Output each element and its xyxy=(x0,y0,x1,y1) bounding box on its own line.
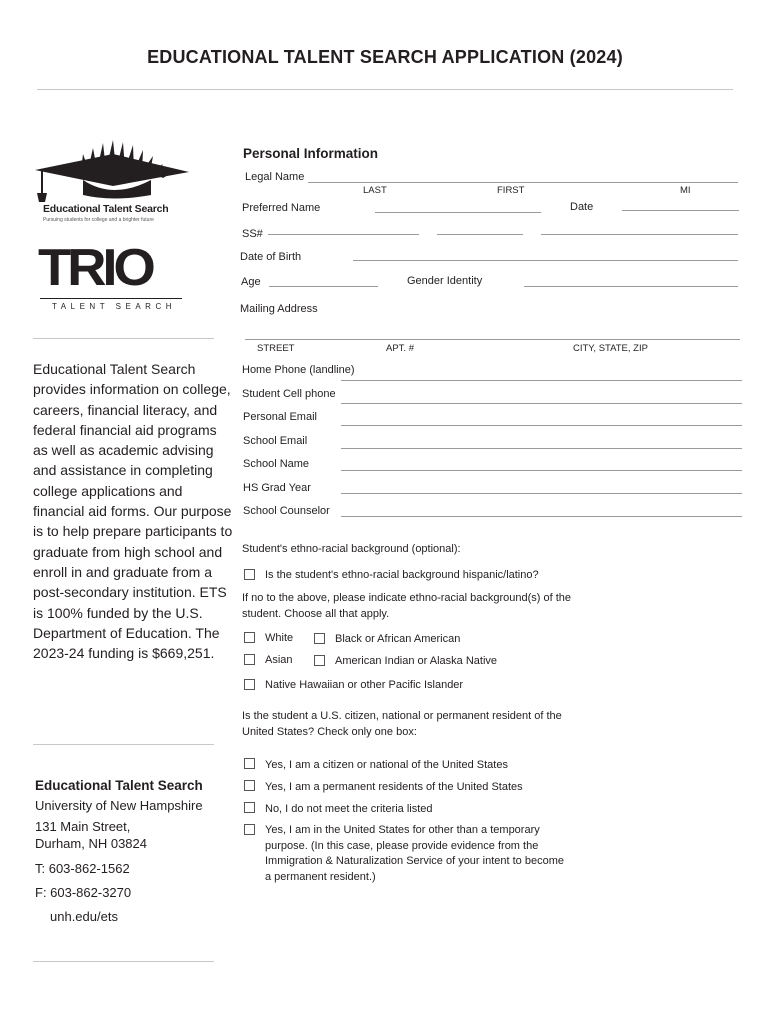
citizen-option-4-checkbox[interactable] xyxy=(244,824,255,835)
ets-logo-tagline: Pursuing students for college and a brighter future xyxy=(43,217,154,223)
trio-logo: TRIO xyxy=(38,239,152,297)
page-title: EDUCATIONAL TALENT SEARCH APPLICATION (2024) xyxy=(147,47,623,67)
grad-year-field[interactable] xyxy=(341,493,742,494)
dob-field[interactable] xyxy=(353,260,738,261)
contact-website: unh.edu/ets xyxy=(50,909,118,924)
ets-logo-name: Educational Talent Search xyxy=(43,203,169,215)
ssn-field-1[interactable] xyxy=(268,234,419,235)
personal-email-label: Personal Email xyxy=(243,411,317,423)
age-label: Age xyxy=(241,276,261,288)
sidebar-divider-3 xyxy=(33,961,214,962)
home-phone-label: Home Phone (landline) xyxy=(242,364,355,376)
hispanic-label: Is the student's ethno-racial background hispanic/latino? xyxy=(265,569,539,581)
citizen-option-3-label: No, I do not meet the criteria listed xyxy=(265,803,433,815)
trio-underline xyxy=(40,298,182,299)
asian-checkbox[interactable] xyxy=(244,654,255,665)
hispanic-checkbox[interactable] xyxy=(244,569,255,580)
citizen-option-2-checkbox[interactable] xyxy=(244,780,255,791)
if-no-instructions: If no to the above, please indicate ethno-racial background(s) of the student. Choose all that apply. xyxy=(242,592,571,620)
white-label: White xyxy=(265,632,294,644)
school-name-label: School Name xyxy=(243,458,310,470)
citizen-option-2-label: Yes, I am a permanent residents of the United States xyxy=(265,781,523,793)
pacific-islander-label: Native Hawaiian or other Pacific Islander xyxy=(265,679,464,691)
school-name-field[interactable] xyxy=(341,470,742,471)
ets-logo xyxy=(33,140,193,230)
sidebar-divider-2 xyxy=(33,744,214,745)
citizen-option-3-checkbox[interactable] xyxy=(244,802,255,813)
cell-phone-label: Student Cell phone xyxy=(242,388,336,400)
graduation-cap-icon xyxy=(33,140,193,205)
contact-phone: T: 603-862-1562 xyxy=(35,861,130,876)
contact-address-1: 131 Main Street, xyxy=(35,819,131,834)
black-checkbox[interactable] xyxy=(314,633,325,644)
age-field[interactable] xyxy=(269,286,378,287)
mailing-address-label: Mailing Address xyxy=(240,303,318,315)
ssn-field-3[interactable] xyxy=(541,234,738,235)
cell-phone-field[interactable] xyxy=(341,403,742,404)
apt-sublabel: APT. # xyxy=(386,343,414,354)
citizen-question: Is the student a U.S. citizen, national or permanent resident of the United States? Check only one box: xyxy=(242,710,562,738)
preferred-name-field[interactable] xyxy=(375,212,541,213)
counselor-field[interactable] xyxy=(341,516,742,517)
counselor-label: School Counselor xyxy=(243,505,330,517)
pacific-islander-checkbox[interactable] xyxy=(244,679,255,690)
personal-email-field[interactable] xyxy=(341,425,742,426)
asian-label: Asian xyxy=(265,654,293,666)
sidebar-divider-1 xyxy=(33,338,214,339)
ethnic-heading: Student's ethno-racial background (optional): xyxy=(242,543,461,555)
mi-sublabel: MI xyxy=(680,185,691,196)
gender-field[interactable] xyxy=(524,286,738,287)
native-american-label: American Indian or Alaska Native xyxy=(335,655,498,667)
date-label: Date xyxy=(570,201,594,213)
school-email-field[interactable] xyxy=(341,448,742,449)
citizen-option-4-label: Yes, I am in the United States for other than a temporary purpose. (In this case, please provide evidence from the Immigration & Naturalization Service of your intent to become a permanent resident.) xyxy=(265,824,564,883)
contact-university: University of New Hampshire xyxy=(35,798,203,813)
ssn-field-2[interactable] xyxy=(437,234,523,235)
legal-name-field[interactable] xyxy=(308,182,738,183)
first-name-sublabel: FIRST xyxy=(497,185,525,196)
dob-label: Date of Birth xyxy=(240,251,302,263)
gender-label: Gender Identity xyxy=(407,275,483,287)
ets-description: Educational Talent Search provides information on college, careers, financial literacy, and federal financial aid programs as well as academic advising and assistance in completing college applications and financial aid forms. Our purpose is to help prepare participants to graduate from high school and enroll in and graduate from a post-secondary institution. ETS is 100% funded by the U.S. Department of Education. The 2023-24 funding is $669,251. xyxy=(33,361,233,662)
contact-fax: F: 603-862-3270 xyxy=(35,885,132,900)
ssn-label: SS# xyxy=(242,228,263,240)
school-email-label: School Email xyxy=(243,435,308,447)
street-sublabel: STREET xyxy=(257,343,295,354)
trio-subtitle: TALENT SEARCH xyxy=(52,302,176,311)
black-label: Black or African American xyxy=(335,633,461,645)
date-field[interactable] xyxy=(622,210,739,211)
preferred-name-label: Preferred Name xyxy=(242,202,321,214)
citizen-option-1-checkbox[interactable] xyxy=(244,758,255,769)
city-state-zip-sublabel: CITY, STATE, ZIP xyxy=(573,343,648,354)
title-divider xyxy=(37,89,733,90)
white-checkbox[interactable] xyxy=(244,632,255,643)
contact-org: Educational Talent Search xyxy=(35,778,203,793)
home-phone-field[interactable] xyxy=(341,380,742,381)
legal-name-label: Legal Name xyxy=(245,171,305,183)
grad-year-label: HS Grad Year xyxy=(243,482,311,494)
mailing-address-field[interactable] xyxy=(245,339,740,340)
native-american-checkbox[interactable] xyxy=(314,655,325,666)
contact-address-2: Durham, NH 03824 xyxy=(35,836,147,851)
last-name-sublabel: LAST xyxy=(363,185,387,196)
citizen-option-1-label: Yes, I am a citizen or national of the United States xyxy=(265,759,508,771)
section-title: Personal Information xyxy=(243,146,379,161)
